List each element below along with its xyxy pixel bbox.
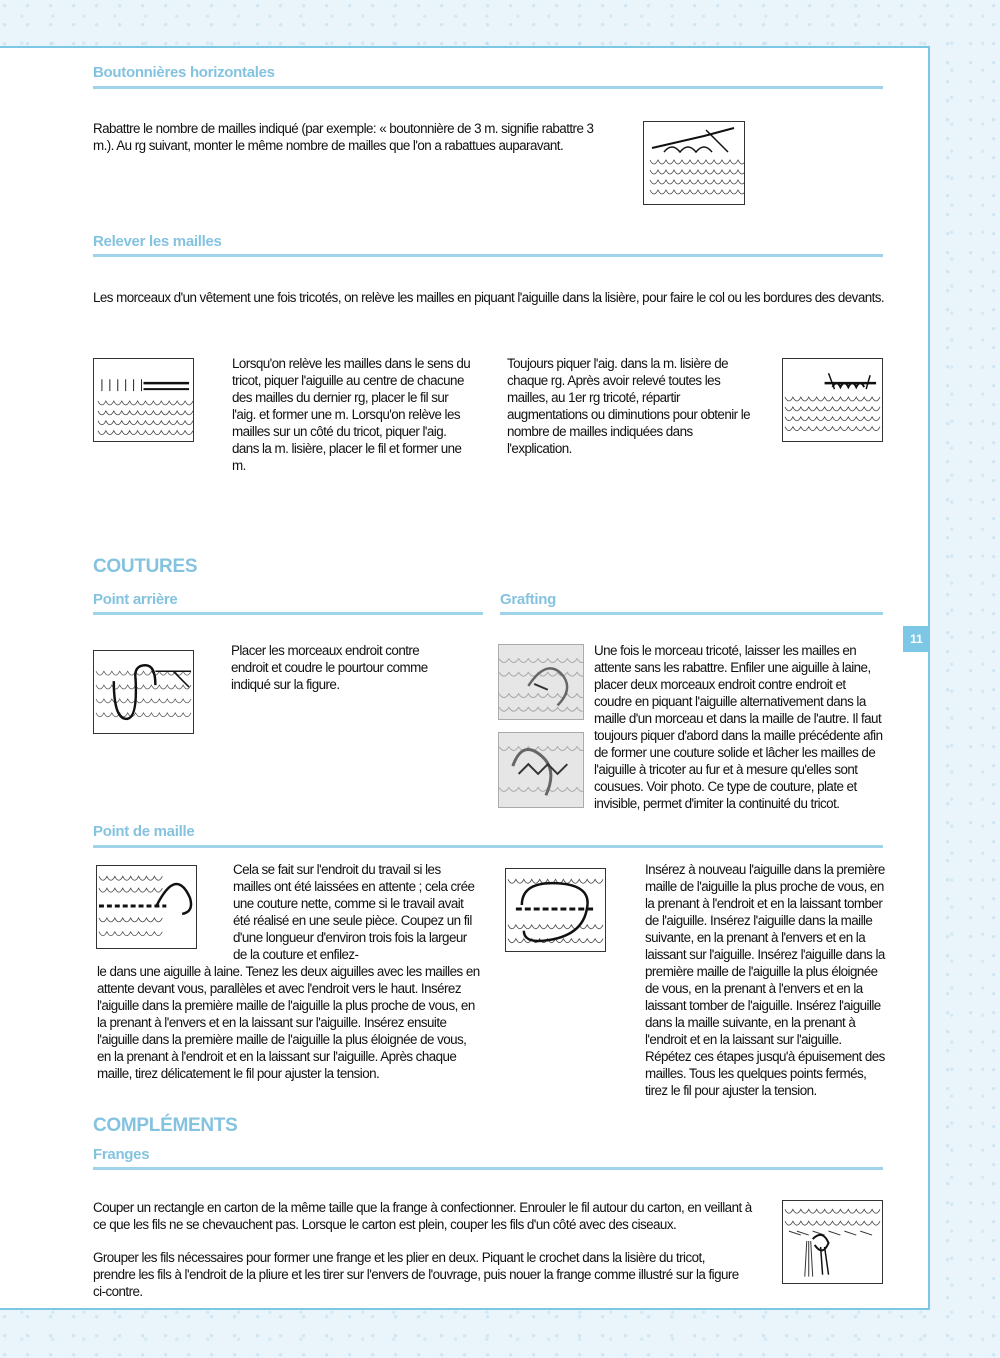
buttonhole-illustration xyxy=(643,121,745,205)
grafting-text: Une fois le morceau tricoté, laisser les mailles en attente sans les rabattre. Enfiler une aiguille à laine, placer deux morceaux endroit contre endroit et coudre en piquant l'aiguille alternativement dans la maille d'un morceau et dans la maille de l'autre. Il faut toujours piquer d'abord dans la maille précédente afin de former une couture solide et lâcher les mailles de l'aiguille à tricoter au fur et à mesure qu'elles sont cousues. Voir photo. Ce type de couture, plate et invisible, permet d'imiter la continuité du tricot. xyxy=(594,643,883,811)
kitchener-illustration-1 xyxy=(96,865,197,949)
buttonholes-text: Rabattre le nombre de mailles indiqué (par exemple: « boutonnière de 3 m. signifie rabattre 3 m.). Au rg suivant, monter le même nombre de mailles que l'on a rabattues auparavant. xyxy=(93,121,594,153)
pickup-lengthwise-illustration xyxy=(93,358,194,442)
grafting-heading: Grafting xyxy=(500,591,556,608)
kitchener-illustration-2 xyxy=(505,868,606,952)
page xyxy=(0,46,930,1310)
fringes-heading: Franges xyxy=(93,1146,150,1163)
kitchener-heading: Point de maille xyxy=(93,823,195,840)
backstitch-rule xyxy=(93,612,483,615)
fringes-text-2: Grouper les fils nécessaires pour former une frange et les plier en deux. Piquant le crochet dans la lisière du tricot, prendre les fils à l'endroit de la pliure et les tirer sur l'envers de l'ouvrage, puis nouer la frange comme illustré sur la figure ci-contre. xyxy=(93,1250,739,1299)
kitchener-text-bottom: le dans une aiguille à laine. Tenez les deux aiguilles avec les mailles en attente devant vous, parallèles et avec l'endroit vers le haut. Insérez l'aiguille dans la première maille de l'aiguille la plus proche de vous, en la prenant à l'envers et en la laissant sur l'aiguille. Insérez ensuite l'aiguille dans la première maille de l'aiguille la plus éloignée de vous, en la prenant à l'endroit et en la laissant sur l'aiguille. Après chaque maille, tirez délicatement le fil pour ajuster la tension. xyxy=(97,964,480,1081)
pickup-left-text: Lorsqu'on relève les mailles dans le sens du tricot, piquer l'aiguille au centre de chacune des mailles du dernier rg, placer le fil sur l'aig. et former une m. Lorsqu'on relève les mailles sur un côté du tricot, piquer l'aig. dans la m. lisière, placer le fil et former une m. xyxy=(232,356,471,473)
buttonholes-heading: Boutonnières horizontales xyxy=(93,64,275,81)
kitchener-text-top: Cela se fait sur l'endroit du travail si les mailles ont été laissées en attente ; cela crée une couture nette, comme si le travail avait été réalisé en une seule pièce. Coupez un fil d'une longueur d'environ trois fois la largeur de la couture et enfilez- xyxy=(233,862,475,962)
extras-title: COMPLÉMENTS xyxy=(93,1115,238,1136)
grafting-photo-2 xyxy=(498,732,584,808)
fringe-illustration xyxy=(782,1200,883,1284)
pickup-rule xyxy=(93,254,883,257)
seams-title: COUTURES xyxy=(93,556,198,577)
page-number-tab: 11 xyxy=(903,626,930,652)
backstitch-heading: Point arrière xyxy=(93,591,178,608)
pickup-intro: Les morceaux d'un vêtement une fois tricotés, on relève les mailles en piquant l'aiguille dans la lisière, pour faire le col ou les bordures des devants. xyxy=(93,290,885,305)
pickup-right-text: Toujours piquer l'aig. dans la m. lisière de chaque rg. Après avoir relevé toutes les mailles, au 1er rg tricoté, répartir augmentations ou diminutions pour obtenir le nombre de mailles indiquées dans l'explication. xyxy=(507,356,751,456)
backstitch-text: Placer les morceaux endroit contre endroit et coudre le pourtour comme indiqué sur la figure. xyxy=(231,643,428,692)
buttonholes-rule xyxy=(93,86,883,89)
kitchener-rule xyxy=(93,845,883,848)
fringes-rule xyxy=(93,1167,883,1170)
fringes-text-1: Couper un rectangle en carton de la même taille que la frange à confectionner. Enrouler le fil autour du carton, en veillant à ce que les fils ne se chevauchent pas. Lorsque le carton est plein, couper les fils d'un côté avec des ciseaux. xyxy=(93,1200,752,1232)
pickup-side-illustration xyxy=(782,358,883,442)
backstitch-illustration xyxy=(93,650,194,734)
kitchener-text-right: Insérez à nouveau l'aiguille dans la première maille de l'aiguille la plus proche de vous, en la prenant à l'endroit et en la laissant tomber de l'aiguille. Insérez l'aiguille dans la maille suivante, en la prenant à l'envers et en la laissant sur l'aiguille. Insérez l'aiguille dans la première maille de l'aiguille la plus éloignée de vous, en la prenant à l'envers et en la laissant tomber de l'aiguille. Insérez l'aiguille dans la maille suivante, en la prenant à l'endroit et en la laissant sur l'aiguille. Répétez ces étapes jusqu'à épuisement des mailles. Tous les quelques points fermés, tirez le fil pour ajuster la tension. xyxy=(645,862,885,1098)
pickup-heading: Relever les mailles xyxy=(93,233,222,250)
grafting-rule xyxy=(500,612,883,615)
grafting-photo-1 xyxy=(498,644,584,720)
